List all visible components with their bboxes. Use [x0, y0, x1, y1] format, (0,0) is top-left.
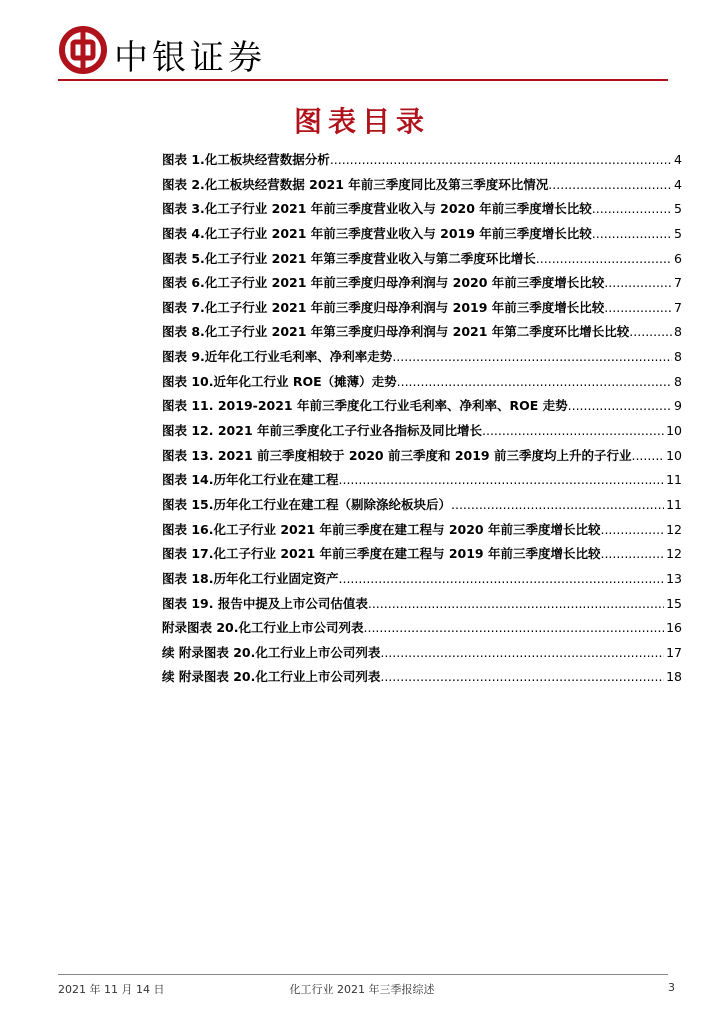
toc-entry[interactable]: [162, 322, 682, 347]
toc-entry[interactable]: [162, 347, 682, 372]
toc-dot-leader: [397, 374, 672, 389]
toc-entry-page: 10: [666, 447, 682, 463]
toc-entry-page: 4: [674, 152, 682, 167]
toc-entry-label: 图表 10.近年化工行业 ROE（摊薄）走势: [162, 373, 397, 389]
page-header: [58, 25, 668, 87]
toc-entry-label: 图表 9.近年化工行业毛利率、净利率走势: [162, 349, 393, 365]
toc-entry-label: 图表 19. 报告中提及上市公司估值表: [162, 595, 368, 611]
toc-entry[interactable]: [162, 618, 682, 643]
toc-entry-label: 图表 4.化工子行业 2021 年前三季度营业收入与 2019 年前三季度增长比较: [162, 225, 592, 241]
toc-entry-label: 图表 16.化工子行业 2021 年前三季度在建工程与 2020 年前三季度增长比较: [162, 521, 601, 537]
toc-entry-label: 图表 18.历年化工行业固定资产: [162, 570, 339, 586]
toc-entry[interactable]: [162, 470, 682, 495]
toc-entry-label: 续 附录图表 20.化工行业上市公司列表: [162, 669, 381, 685]
toc-entry-page: 7: [674, 299, 682, 315]
toc-entry-page: 5: [674, 201, 682, 217]
toc-entry-page: 7: [674, 275, 682, 291]
toc-dot-leader: [392, 349, 672, 364]
toc-dot-leader: [330, 152, 672, 167]
toc-entry-label: 图表 17.化工子行业 2021 年前三季度在建工程与 2019 年前三季度增长比较: [162, 546, 601, 562]
toc-entry-label: 图表 12. 2021 年前三季度化工子行业各指标及同比增长: [162, 423, 482, 439]
toc-entry-page: 11: [666, 496, 682, 512]
toc-dot-leader: [600, 546, 664, 561]
toc-entry[interactable]: [162, 396, 682, 421]
toc-entry-page: 8: [674, 373, 682, 389]
toc-entry-label: 图表 8.化工子行业 2021 年第三季度归母净利润与 2021 年第二季度环比增长比较: [162, 324, 630, 340]
toc-entry[interactable]: [162, 446, 682, 471]
toc-entry-page: 13: [666, 570, 682, 586]
toc-entry-page: 10: [666, 423, 682, 439]
toc-entry[interactable]: [162, 569, 682, 594]
toc-entry-label: 图表 2.化工板块经营数据 2021 年前三季度同比及第三季度环比情况: [162, 176, 549, 192]
toc-entry-label: 图表 15.历年化工行业在建工程（剔除涤纶板块后）: [162, 496, 451, 512]
toc-entry-label: 图表 3.化工子行业 2021 年前三季度营业收入与 2020 年前三季度增长比较: [162, 201, 592, 217]
bank-of-china-logo-icon: [58, 25, 108, 75]
toc-dot-leader: [339, 571, 665, 586]
footer-date: 2021 年 11 月 14 日: [58, 983, 165, 996]
toc-entry[interactable]: [162, 175, 682, 200]
toc-entry[interactable]: [162, 544, 682, 569]
toc-dot-leader: [629, 324, 672, 339]
toc-entry-label: 图表 11. 2019-2021 年前三季度化工行业毛利率、净利率、ROE 走势: [162, 398, 568, 414]
toc-entry[interactable]: [162, 667, 682, 692]
toc-entry[interactable]: [162, 273, 682, 298]
toc-dot-leader: [631, 448, 664, 463]
footer-report-title: 化工行业 2021 年三季报综述: [289, 983, 435, 996]
toc-entry-label: 续 附录图表 20.化工行业上市公司列表: [162, 644, 381, 660]
toc-entry-page: 15: [666, 595, 682, 611]
toc-dot-leader: [482, 423, 664, 438]
toc-dot-leader: [451, 497, 664, 512]
toc-entry-page: 8: [674, 324, 682, 340]
toc-dot-leader: [380, 669, 664, 684]
toc-entry-page: 6: [674, 250, 682, 266]
toc-entry-page: 12: [666, 546, 682, 562]
toc-entry-label: 附录图表 20.化工行业上市公司列表: [162, 620, 364, 636]
toc-entry-page: 5: [674, 225, 682, 241]
toc-entry-page: 4: [674, 176, 682, 192]
toc-entry-page: 12: [666, 521, 682, 537]
toc-dot-leader: [380, 645, 664, 660]
toc-entry[interactable]: [162, 372, 682, 397]
toc-entry-label: 图表 13. 2021 前三季度相较于 2020 前三季度和 2019 前三季度均上升的子行业: [162, 447, 632, 463]
toc-dot-leader: [592, 201, 672, 216]
toc-entry[interactable]: [162, 150, 682, 175]
brand-name: 中银证券: [114, 38, 266, 78]
toc-entry[interactable]: [162, 643, 682, 668]
toc-dot-leader: [536, 251, 672, 266]
toc-entry-label: 图表 5.化工子行业 2021 年第三季度营业收入与第二季度环比增长: [162, 250, 536, 266]
toc-entry[interactable]: [162, 421, 682, 446]
toc-dot-leader: [592, 226, 672, 241]
toc-entry[interactable]: [162, 594, 682, 619]
toc-entry[interactable]: [162, 298, 682, 323]
toc-entry-label: 图表 7.化工子行业 2021 年前三季度归母净利润与 2019 年前三季度增长比较: [162, 299, 605, 315]
toc-entry-page: 11: [666, 472, 682, 488]
toc-entry-label: 图表 14.历年化工行业在建工程: [162, 472, 339, 488]
toc-entry-page: 16: [666, 620, 682, 636]
toc-dot-leader: [604, 300, 672, 315]
toc-entry-page: 8: [674, 349, 682, 365]
toc-entry[interactable]: [162, 249, 682, 274]
toc-dot-leader: [339, 472, 665, 487]
toc-entry[interactable]: [162, 224, 682, 249]
toc-dot-leader: [368, 596, 664, 611]
toc-dot-leader: [568, 398, 672, 413]
toc-entry-page: 18: [666, 669, 682, 685]
toc-list: [162, 150, 682, 692]
toc-entry-label: 图表 6.化工子行业 2021 年前三季度归母净利润与 2020 年前三季度增长比较: [162, 275, 605, 291]
footer-page-number: 3: [668, 981, 675, 994]
toc-entry-page: 9: [674, 398, 682, 414]
toc-entry[interactable]: [162, 199, 682, 224]
header-divider: [58, 79, 668, 81]
toc-entry-label: 图表 1.化工板块经营数据分析: [162, 152, 330, 167]
toc-dot-leader: [548, 177, 672, 192]
toc-entry[interactable]: [162, 495, 682, 520]
toc-dot-leader: [600, 522, 664, 537]
footer-divider: [58, 974, 668, 975]
toc-title: 图表目录: [293, 105, 430, 138]
toc-dot-leader: [364, 620, 665, 635]
toc-entry-page: 17: [666, 644, 682, 660]
toc-entry[interactable]: [162, 520, 682, 545]
toc-dot-leader: [604, 275, 672, 290]
